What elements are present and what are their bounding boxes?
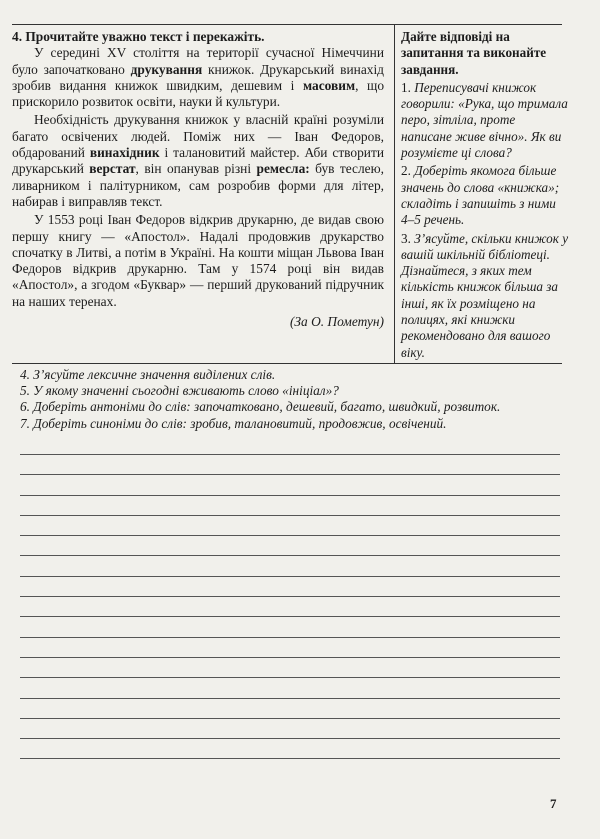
highlighted-word: масовим bbox=[302, 77, 356, 93]
writing-line[interactable] bbox=[20, 616, 560, 617]
exercise-4-heading: 4. Прочитайте уважно текст і перекажіть. bbox=[12, 29, 265, 44]
question-2: 2. Доберіть якомога більше значень до слова «книжка»; складіть і запишіть з ними 4–5 речень. bbox=[401, 163, 560, 228]
reading-text-column bbox=[12, 29, 384, 330]
page-number: 7 bbox=[550, 796, 557, 811]
writing-line[interactable] bbox=[20, 515, 560, 516]
writing-line[interactable] bbox=[20, 738, 560, 739]
writing-line[interactable] bbox=[20, 758, 560, 759]
text-and-questions-frame bbox=[12, 24, 569, 364]
task-6: 6. Доберіть антоніми до слів: започатковано, дешевий, багато, швидкий, розвиток. bbox=[20, 399, 501, 415]
bottom-tasks bbox=[20, 367, 565, 432]
question-3: 3. З’ясуйте, скільки книжок у вашій шкільній бібліотеці. Дізнайтеся, з яких тем кількість книжок більша за інші, як їх розміщено на полицях, які книжки рекомендовано для вашого віку. bbox=[401, 230, 569, 360]
highlighted-word: ремесла: bbox=[256, 161, 310, 177]
paragraph-1: У середині XV століття на території сучасної Німеччини було започатковано друкування книжок. Друкарський винахід зробив видання книжок швидким, дешевим і масовим, що прискорило розвиток освіти, науки й культури. bbox=[12, 45, 385, 110]
highlighted-word: друкування bbox=[130, 61, 203, 77]
writing-line[interactable] bbox=[20, 698, 560, 699]
question-1: 1. Переписувачі книжок говорили: «Рука, що тримала перо, зітліла, проте написане живе вічно». Як ви розумієте ці слова? bbox=[401, 79, 568, 161]
column-divider bbox=[394, 25, 395, 363]
paragraph-2: Необхідність друкування книжок у власній країні розуміли багато освічених людей. Поміж них — Іван Федоров, обдарований винахідник і талановитий майстер. Аби створити друкарський верстат, він опанував різні ремесла: був теслею, ливарником і палітурником, сам розробив форми для літер, набирав і виправляв текст. bbox=[12, 112, 384, 209]
writing-line[interactable] bbox=[20, 637, 560, 638]
questions-column bbox=[401, 29, 569, 363]
writing-line[interactable] bbox=[20, 576, 560, 577]
task-7: 7. Доберіть синоніми до слів: зробив, талановитий, продовжив, освічений. bbox=[20, 415, 447, 431]
writing-line[interactable] bbox=[20, 454, 560, 455]
writing-line[interactable] bbox=[20, 677, 560, 678]
writing-line[interactable] bbox=[20, 596, 560, 597]
highlighted-word: винахідник bbox=[89, 145, 160, 161]
writing-line[interactable] bbox=[20, 657, 560, 658]
task-4: 4. З’ясуйте лексичне значення виділених слів. bbox=[20, 367, 276, 382]
questions-heading: Дайте відповіді на запитання та виконайте завдання. bbox=[401, 29, 547, 77]
task-5: 5. У якому значенні сьогодні вживають слово «ініціал»? bbox=[20, 383, 339, 399]
writing-lines bbox=[20, 454, 560, 779]
highlighted-word: верстат bbox=[89, 161, 136, 177]
source-citation: (За О. Пометун) bbox=[289, 314, 384, 330]
writing-line[interactable] bbox=[20, 535, 560, 536]
writing-line[interactable] bbox=[20, 718, 560, 719]
writing-line[interactable] bbox=[20, 495, 560, 496]
writing-line[interactable] bbox=[20, 555, 560, 556]
paragraph-3: У 1553 році Іван Федоров відкрив друкарню, де видав свою першу книгу — «Апостол». Надалі продовжив друкарство спочатку в Литві, а потім в Україні. На кошти міщан Львова Іван Федоров відкрив друкарню. Там у 1574 році він видав «Апостол», а згодом «Буквар» — перший друкований підручник на наших теренах. bbox=[12, 212, 384, 309]
writing-line[interactable] bbox=[20, 474, 560, 475]
